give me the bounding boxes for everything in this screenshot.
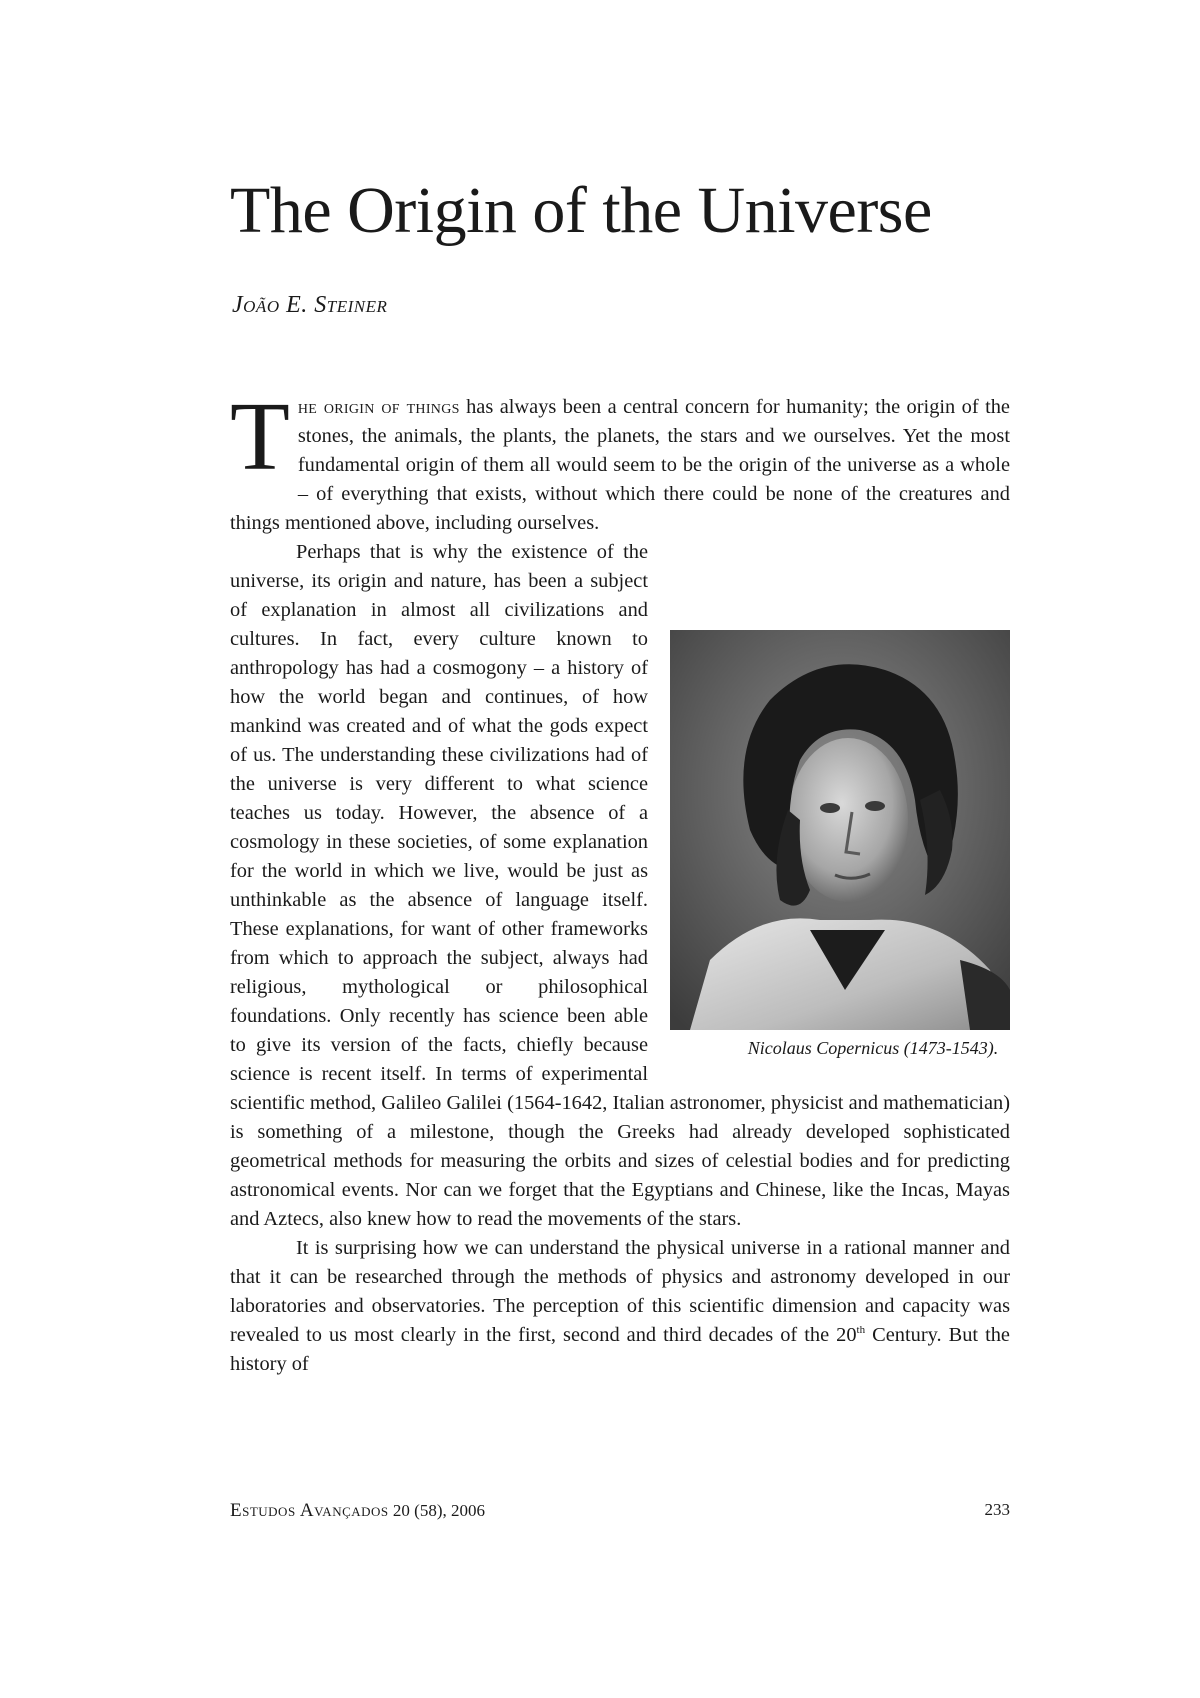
- copernicus-portrait-image: [670, 630, 1010, 1030]
- copernicus-figure: [670, 630, 1010, 1060]
- article-page: [230, 0, 1010, 1698]
- ordinal-superscript: th: [856, 1324, 866, 1337]
- page-number: 233: [984, 1500, 1010, 1519]
- paragraph-2: [230, 538, 1010, 1234]
- paragraph-1: [230, 383, 1010, 538]
- article-title: The Origin of the Universe: [230, 174, 932, 247]
- article-author: João E. Steiner: [232, 292, 388, 318]
- figure-caption: Nicolaus Copernicus (1473-1543).: [747, 1038, 999, 1058]
- page-footer: [230, 1500, 1010, 1522]
- paragraph-2-text: Perhaps that is why the existence of the universe, its origin and nature, has been a subject of explanation in almost all civilizations and cultures. In fact, every culture known to anthropology has had a cosmogony – a history of how the world began and continues, of how mankind was created and of what the gods expect of us. The understanding these civilizations had of the universe is very different to what science teaches us today. However, the absence of a cosmology in these societies, of some explanation for the world in which we live, would be just as unthinkable as the absence of language itself. These explanations, for want of other frameworks from which to approach the subject, always had religious, mythological or philosophical foundations. Only recently has science been able to give its version of the facts, chiefly because science is recent itself. In terms of experimental scientific method, Galileo Galilei (1564-1642, Italian astronomer, physicist and mathematician) is something of a milestone, though the Greeks had already developed sophisticated geometrical methods for measuring the orbits and sizes of celestial bodies and for predicting astronomical events. Nor can we forget that the Egyptians and Chinese, like the Incas, Mayas and Aztecs, also knew how to read the movements of the stars.: [230, 541, 1010, 1230]
- drop-cap: T: [230, 383, 290, 491]
- article-body: [230, 383, 1010, 1379]
- paragraph-3-text: It is surprising how we can understand the physical universe in a rational manner and that it can be researched through the methods of physics and astronomy developed in our laboratories and observatories. The perception of this scientific dimension and capacity was revealed to us most clearly in the first, second and third decades of the 20: [230, 1237, 1010, 1346]
- paragraph-3-text-end: Century. But the history of: [230, 1324, 1010, 1375]
- journal-citation: [230, 1500, 485, 1522]
- paragraph-3: [230, 1234, 1010, 1379]
- journal-issue: 20 (58), 2006: [388, 1501, 485, 1520]
- paragraph-1-text: has always been a central concern for humanity; the origin of the stones, the animals, the plants, the planets, the stars and we ourselves. Yet the most fundamental origin of them all would seem to be the origin of the universe as a whole – of everything that exists, without which there could be none of the creatures and things mentioned above, including ourselves.: [230, 396, 1010, 534]
- journal-name: Estudos Avançados: [230, 1500, 389, 1521]
- opening-smallcaps: he origin of things: [297, 396, 460, 418]
